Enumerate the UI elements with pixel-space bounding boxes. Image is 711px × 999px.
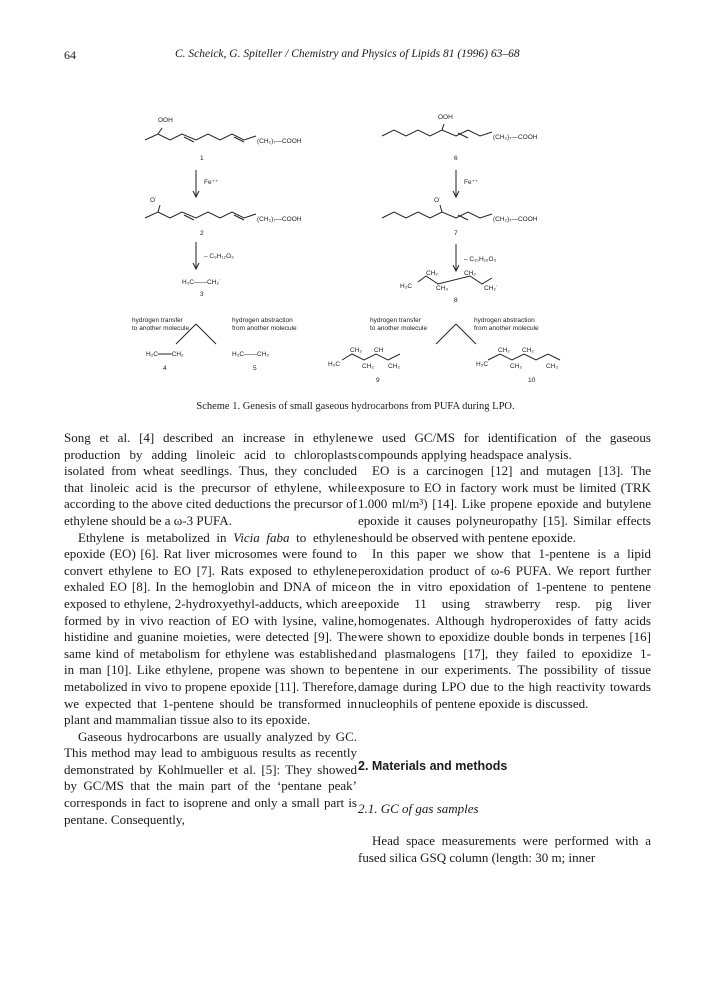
loss-label-2: – C₉H₁₂O₃: [204, 253, 234, 260]
paragraph: EO is a carcinogen [12] and mutagen [13]. The exposure to EO in factory work must be limited (TRK 1.000 ml/m³) [14]. Like propene epoxide and butylene epoxide it causes polyneuropathy [15]. Similar effects should be observed with pentene epoxide.: [358, 463, 651, 545]
paragraph: In this paper we show that 1-pentene is a lipid peroxidation product of ω-6 PUFA. We report further on the in vitro epoxidation of 1-pentene to pentene epoxide 11 using strawberry resp. pig liver homogenates. Although hydroperoxides of fatty acids were shown to epoxidize double bonds in terpenes [16] and plasmalogens [17], they failed to epoxidize 1-pentene in our experiments. The possibility of tissue damage during LPO due to the high reactivity towards nucleophils of pentene epoxide is discussed.: [358, 546, 651, 711]
scheme-1-figure: [0, 0, 711, 400]
paragraph: we used GC/MS for identification of the gaseous compounds applying headspace analysis.: [358, 430, 651, 462]
chain-label-6: (CH₂)₇—COOH: [493, 134, 538, 141]
compound-9-ch: CH: [374, 347, 384, 354]
compound-9-ch2-c: CH₂: [388, 363, 400, 370]
compound-number-1: 1: [200, 155, 204, 162]
chain-2-skeleton: [145, 212, 256, 218]
compound-9-h3c: H₃C: [328, 361, 341, 368]
double-bond-7a: [458, 215, 468, 220]
o-bond-2: [158, 205, 160, 212]
double-bond-2a: [184, 215, 194, 220]
ooh-label-6: OOH: [438, 114, 453, 121]
left-column: [64, 430, 357, 828]
compound-number-10: 10: [528, 377, 536, 384]
compound-9-ch2-a: CH₂: [350, 347, 362, 354]
ooh-bond-1: [158, 128, 162, 134]
paragraph-text: to ethylene epoxide (EO) [6]. Rat liver microsomes were found to convert ethylene to EO [7]. Rats exposed to ethylene exhaled EO [8]. In the hemoglobin and DNA of mice exposed to ethylene, 2-hydroxyethyl-adducts, which are formed by in vivo reaction of EO with lysine, valine, histidine and guanine moieties, were detected [9]. The same kind of metabolism for ethylene was established in man [10]. Like ethylene, propene was shown to be metabolized in vivo to propene epoxide [11]. Therefore, we expected that 1-pentene should be transformed in plant and mammalian tissue also to its epoxide.: [64, 529, 357, 728]
compound-number-4: 4: [163, 365, 167, 372]
compound-10-ch3: CH₃: [546, 363, 559, 370]
compound-number-8: 8: [454, 297, 458, 304]
ethyl-radical-label: H₃C——CH₂˙: [182, 279, 222, 286]
ooh-label-1: OOH: [158, 117, 173, 124]
species-name: Vicia faba: [233, 529, 290, 545]
radical-o-label-7: O˙: [434, 197, 442, 204]
branch-right-label-line2: from another molecule: [232, 325, 297, 332]
branch-right-label-line1: hydrogen abstraction: [232, 317, 293, 324]
right-column: [358, 430, 651, 866]
reagent-label-6: Fe⁺⁺: [464, 179, 479, 186]
branch-right-line-2: [456, 324, 476, 344]
double-bond-6a: [458, 133, 468, 138]
scheme-caption: Scheme 1. Genesis of small gaseous hydrocarbons from PUFA during LPO.: [196, 401, 515, 412]
branch-left-line-2: [196, 324, 216, 344]
o-bond-7: [440, 205, 442, 212]
section-heading: 2. Materials and methods: [358, 759, 508, 774]
branch-right-line-1: [436, 324, 456, 344]
radical-o-label-2: O˙: [150, 197, 158, 204]
ethane-formula: H₃C——CH₃: [232, 351, 270, 358]
loss-label-7: – C₁₀H₁₆O₃: [464, 256, 497, 263]
paragraph-text: Ethylene is metabolized in: [78, 529, 234, 545]
chain-7-skeleton: [382, 212, 492, 218]
chain-label-7: (CH₂)₇—COOH: [493, 216, 538, 223]
subsection-heading: 2.1. GC of gas samples: [358, 800, 479, 816]
paragraph: Song et al. [4] described an increase in ethylene production by adding linoleic acid to chloroplasts isolated from wheat seedlings. Thus, they concluded that linoleic acid is the precursor of ethylene, while according to the above cited deductions the precursor of ethylene should be a ω-3 PUFA.: [64, 430, 357, 528]
chain-9-skeleton: [342, 354, 400, 360]
reagent-label-1: Fe⁺⁺: [204, 179, 219, 186]
page-number: 64: [64, 48, 76, 62]
compound-9-ch2-b: CH₂: [362, 363, 374, 370]
branch-left-label-line2: to another molecule: [132, 325, 190, 332]
branch-right-right-label-line1: hydrogen abstraction: [474, 317, 535, 324]
double-bond-1a: [184, 137, 194, 142]
chain-1-skeleton: [145, 134, 256, 140]
compound-8-h3c: H₃C: [400, 283, 413, 290]
compound-10-ch2-b: CH₂: [510, 363, 522, 370]
chain-6-skeleton: [382, 130, 492, 136]
chain-label-1: (CH₂)₇—COOH: [257, 138, 302, 145]
ethylene-formula: H₂C═══CH₂: [146, 351, 184, 358]
chain-8-skeleton: [418, 276, 492, 284]
compound-number-9: 9: [376, 377, 380, 384]
compound-number-6: 6: [454, 155, 458, 162]
branch-left-label-line1: hydrogen transfer: [132, 317, 183, 324]
paragraph: Gaseous hydrocarbons are usually analyzed by GC. This method may lead to ambiguous results as recently demonstrated by Kohlmueller et al. [5]: They showed by GC/MS that the main part of the ‘pentane peak’ corresponds in fact to isoprene and only a small part is pentane. Consequently,: [64, 728, 357, 827]
chain-10-skeleton: [488, 354, 560, 360]
branch-right-left-label-line1: hydrogen transfer: [370, 317, 421, 324]
branch-right-left-label-line2: to another molecule: [370, 325, 428, 332]
paragraph: Head space measurements were performed with a fused silica GSQ column (length: 30 m; inner: [358, 833, 651, 865]
compound-8-ch2-radical: CH₂˙: [484, 285, 499, 292]
compound-8-ch2-b: CH₂: [464, 270, 476, 277]
compound-number-5: 5: [253, 365, 257, 372]
chain-label-2: (CH₂)₇—COOH: [257, 216, 302, 223]
compound-10-h3c: H₃C: [476, 361, 489, 368]
compound-8-ch3: CH₃: [436, 285, 449, 292]
compound-8-ch2-a: CH₂: [426, 270, 438, 277]
compound-number-3: 3: [200, 291, 204, 298]
compound-10-ch2-a: CH₂: [498, 347, 510, 354]
ooh-bond-6: [442, 124, 444, 130]
paragraph: [64, 530, 357, 729]
compound-number-7: 7: [454, 230, 458, 237]
running-head: C. Scheick, G. Spiteller / Chemistry and Physics of Lipids 81 (1996) 63–68: [175, 48, 520, 60]
compound-number-2: 2: [200, 230, 204, 237]
branch-right-right-label-line2: from another molecule: [474, 325, 539, 332]
compound-10-ch2-c: CH₂: [522, 347, 534, 354]
